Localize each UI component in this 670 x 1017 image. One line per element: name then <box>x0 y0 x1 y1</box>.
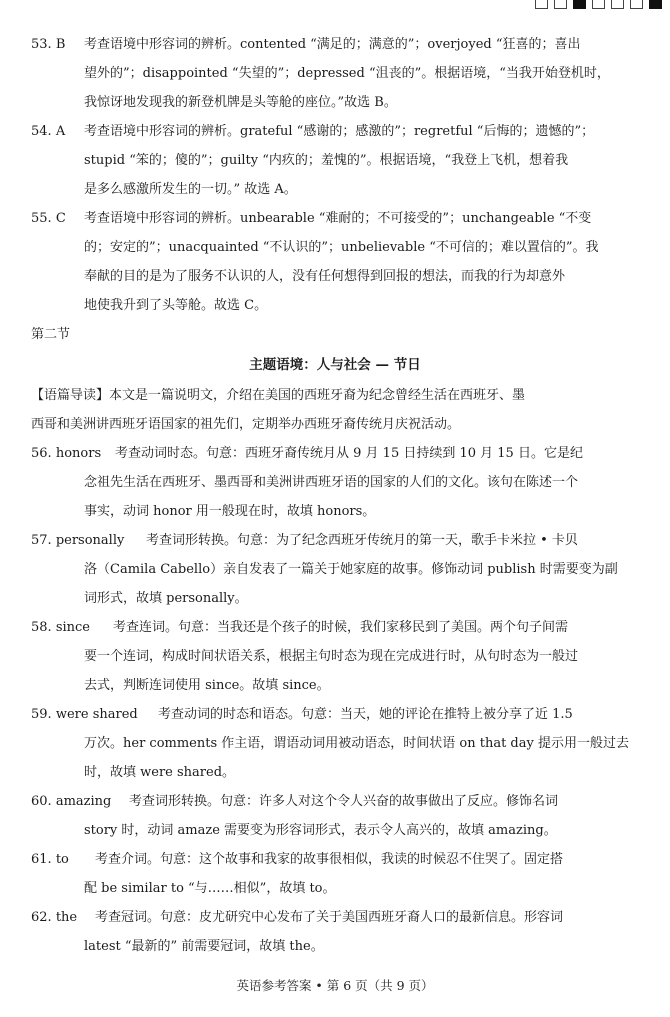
explanation-line: 考查动词时态。句意：西班牙裔传统月从 9 月 15 日持续到 10 月 15 日。它是纪 <box>115 446 583 461</box>
item-number: 60. <box>31 794 52 809</box>
answer-57 <box>31 526 639 555</box>
explanation-line: 去式，判断连词使用 since。故填 since。 <box>84 678 330 693</box>
item-answer: were shared <box>55 707 138 722</box>
explanation-line: stupid “笨的；傻的”；guilty “内疚的；羞愧的”。根据语境，“我登上飞机，想着我 <box>84 153 569 168</box>
explanation-line: 考查语境中形容词的辨析。contented “满足的；满意的”；overjoyed “狂喜的；喜出 <box>84 37 581 52</box>
answer-56 <box>31 439 639 468</box>
explanation-line: 考查语境中形容词的辨析。unbearable “难耐的；不可接受的”；unchangeable “不变 <box>84 211 592 226</box>
item-number: 55. <box>31 211 52 226</box>
corner-mark <box>554 0 567 9</box>
explanation-line: 奉献的目的是为了服务不认识的人，没有任何想得到回报的想法，而我的行为却意外 <box>84 269 566 284</box>
explanation-line: 考查连词。句意：当我还是个孩子的时候，我们家移民到了美国。两个句子间需 <box>113 620 569 635</box>
item-number: 61. <box>31 852 52 867</box>
explanation-line: 配 be similar to “与……相似”，故填 to。 <box>84 881 336 896</box>
item-answer: C <box>55 211 66 226</box>
answer-61 <box>31 845 639 874</box>
explanation-line: 考查介词。句意：这个故事和我家的故事很相似，我读的时候忍不住哭了。固定搭 <box>95 852 564 867</box>
answer-60 <box>31 787 639 816</box>
item-number: 59. <box>31 707 52 722</box>
item-number: 57. <box>31 533 52 548</box>
corner-mark-filled <box>573 0 586 9</box>
item-answer: since <box>55 620 91 635</box>
explanation-line: story 时，动词 amaze 需要变为形容词形式，表示令人高兴的，故填 amazing。 <box>84 823 557 838</box>
item-answer: A <box>55 124 66 139</box>
theme-title: 主题语境：人与社会 — 节日 <box>249 357 421 373</box>
answer-62 <box>31 903 639 932</box>
answer-content <box>31 30 639 961</box>
item-number: 58. <box>31 620 52 635</box>
explanation-line: 望外的”；disappointed “失望的”；depressed “沮丧的”。根据语境，“当我开始登机时， <box>84 66 610 81</box>
explanation-line: 念祖先生活在西班牙、墨西哥和美洲讲西班牙语的国家的人们的文化。该句在陈述一个 <box>84 475 579 490</box>
answer-59 <box>31 700 639 729</box>
passage-intro-line: 【语篇导读】本文是一篇说明文，介绍在美国的西班牙裔为纪念曾经生活在西班牙、墨 <box>31 388 526 403</box>
item-answer: the <box>55 910 78 925</box>
answer-55 <box>31 204 639 233</box>
explanation-line: 我惊讶地发现我的新登机牌是头等舱的座位。”故选 B。 <box>84 95 397 110</box>
answer-53 <box>31 30 639 59</box>
item-number: 56. <box>31 446 52 461</box>
item-number: 62. <box>31 910 52 925</box>
section-label: 第二节 <box>31 327 71 342</box>
explanation-line: 时，故填 were shared。 <box>84 765 236 780</box>
item-answer: personally <box>55 533 125 548</box>
explanation-line: 考查语境中形容词的辨析。grateful “感谢的；感激的”；regretful “后悔的；遗憾的”； <box>84 124 595 139</box>
page-footer: 英语参考答案 • 第 6 页（共 9 页） <box>236 978 434 993</box>
explanation-line: 词形式，故填 personally。 <box>84 591 248 606</box>
explanation-line: latest “最新的” 前需要冠词，故填 the。 <box>84 939 324 954</box>
explanation-line: 万次。her comments 作主语，谓语动词用被动语态，时间状语 on that day 提示用一般过去 <box>84 736 629 751</box>
explanation-line: 要一个连词，构成时间状语关系，根据主句时态为现在完成进行时，从句时态为一般过 <box>84 649 579 664</box>
item-number: 54. <box>31 124 52 139</box>
item-answer: B <box>55 37 66 52</box>
corner-mark-filled <box>649 0 662 9</box>
answer-54 <box>31 117 639 146</box>
explanation-line: 考查词形转换。句意：为了纪念西班牙传统月的第一天，歌手卡米拉 • 卡贝 <box>146 533 578 548</box>
corner-mark <box>611 0 624 9</box>
explanation-line: 地使我升到了头等舱。故选 C。 <box>84 298 268 313</box>
explanation-line: 洛（Camila Cabello）亲自发表了一篇关于她家庭的故事。修饰动词 publish 时需要变为副 <box>84 562 618 577</box>
item-answer: honors <box>55 446 102 461</box>
page-corner-marks <box>535 0 662 9</box>
answer-58 <box>31 613 639 642</box>
explanation-line: 考查动词的时态和语态。句意：当天，她的评论在推特上被分享了近 1.5 <box>158 707 573 722</box>
explanation-line: 的；安定的”；unacquainted “不认识的”；unbelievable “不可信的；难以置信的”。我 <box>84 240 599 255</box>
explanation-line: 是多么感激所发生的一切。” 故选 A。 <box>84 182 297 197</box>
corner-mark <box>592 0 605 9</box>
item-answer: to <box>55 852 69 867</box>
passage-intro-line: 西哥和美洲讲西班牙语国家的祖先们，定期举办西班牙裔传统月庆祝活动。 <box>31 417 461 432</box>
corner-mark <box>630 0 643 9</box>
item-number: 53. <box>31 37 52 52</box>
explanation-line: 考查冠词。句意：皮尤研究中心发布了关于美国西班牙裔人口的最新信息。形容词 <box>95 910 564 925</box>
item-answer: amazing <box>55 794 112 809</box>
explanation-line: 事实，动词 honor 用一般现在时，故填 honors。 <box>84 504 376 519</box>
explanation-line: 考查词形转换。句意：许多人对这个令人兴奋的故事做出了反应。修饰名词 <box>129 794 559 809</box>
corner-mark <box>535 0 548 9</box>
